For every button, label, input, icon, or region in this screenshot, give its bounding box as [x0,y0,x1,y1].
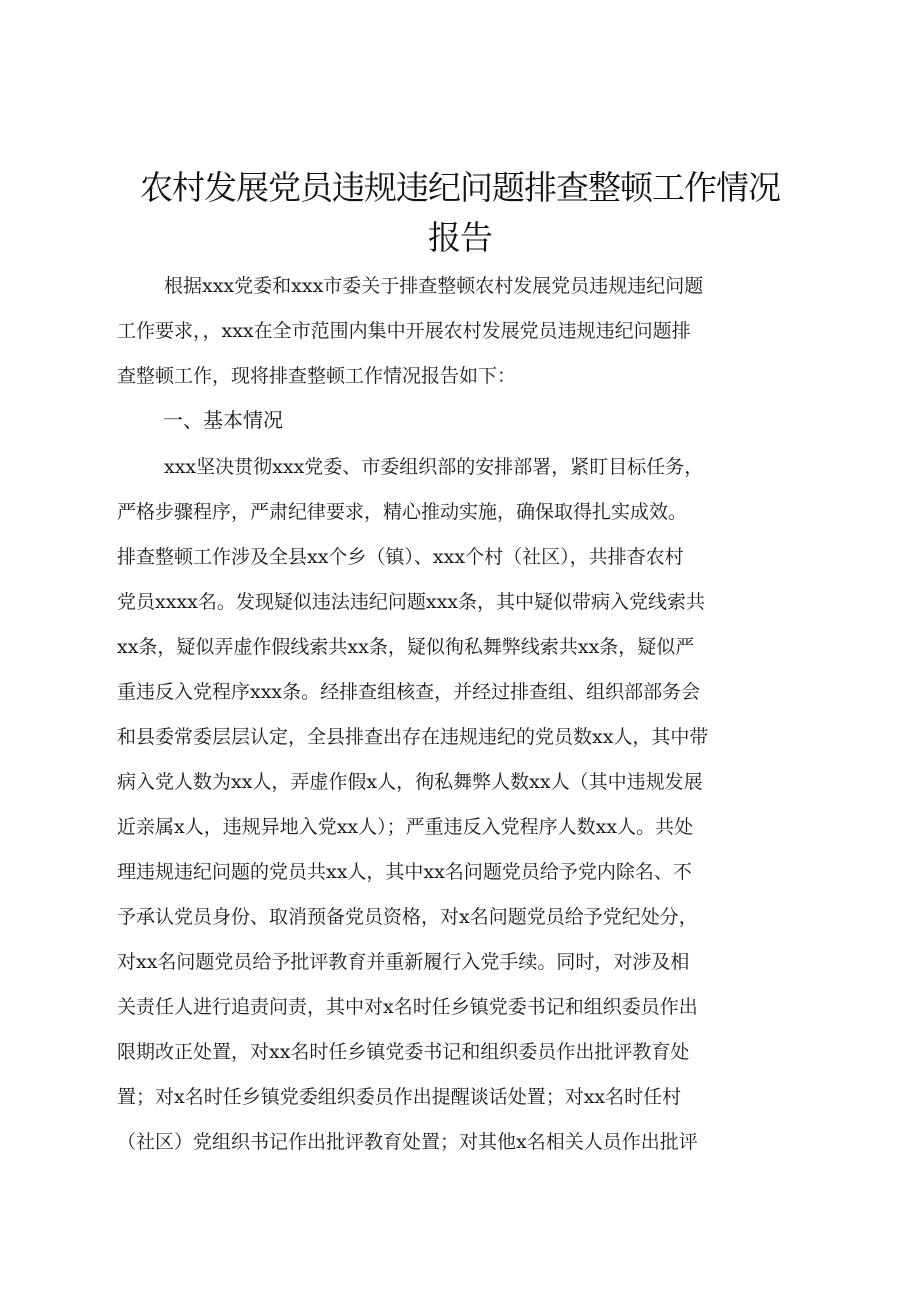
section1-line-3: 排查整顿工作涉及全县xx个乡（镇）、xxx个村（社区），共排杳农村 [117,546,684,568]
section1-line-14: 限期改正处置，对xx名时任乡镇党委书记和组织委员作出批评教育处 [117,1041,690,1063]
section1-line-5: xx条，疑似弄虚作假线索共xx条，疑似徇私舞弊线索共xx条，疑似严 [117,636,695,658]
document-title-line-2: 报告 [428,218,492,257]
section1-line-2: 严格步骤程序，严肃纪律要求，精心推动实施，确保取得扎实成效。 [117,501,688,523]
section1-line-4: 党员xxxx名。发现疑似违法违纪问题xxx条，其中疑似带病入党线索共 [117,591,706,613]
section1-line-6: 重违反入党程序xxx条。经排查组核查，并经过排查组、组织部部务会 [117,681,701,703]
section1-line-7: 和县委常委层层认定，全县排查出存在违规违纪的党员数xx人，其中带 [117,726,709,748]
intro-line-1: 根据xxx党委和xxx市委关于排查整顿农村发展党员违规违纪问题 [164,275,704,297]
section1-line-13: 关责任人进行追责问责，其中对x名时任乡镇党委书记和组织委员作出 [117,996,698,1018]
section1-line-11: 予承认党员身份、取消预备党员资格，对x名问题党员给予党纪处分， [117,906,698,928]
section1-line-15: 置；对x名时任乡镇党委组织委员作出提醒谈话处置；对xx名时任村 [117,1086,682,1108]
section1-line-10: 理违规违纪问题的党员共xx人，其中xx名问题党员给予党内除名、不 [117,861,692,883]
intro-line-2: 工作要求，，xxx在全市范围内集中开展农村发展党员违规违纪问题排 [117,320,691,342]
section1-line-12: 对xx名问题党员给予批评教育并重新履行入党手续。同时，对涉及相 [117,951,690,973]
section1-line-1: xxx坚决贯彻xxx党委、市委组织部的安排部署，紧盯目标任务， [164,456,704,478]
section-heading-basic-situation: 一、基本情况 [163,408,283,432]
intro-line-3: 查整顿工作，现将排查整顿工作情况报告如下： [117,365,517,387]
section1-line-8: 病入党人数为xx人，弄虚作假x人，徇私舞弊人数xx人（其中违规发展 [117,771,703,793]
section1-line-9: 近亲属x人，违规异地入党xx人）；严重违反入党程序人数xx人。共处 [117,816,694,838]
document-title-line-1: 农村发展党员违规违纪问题排查整顿工作情况 [140,168,780,207]
section1-line-16: （社区）党组织书记作出批评教育处置；对其他x名相关人员作出批评 [117,1131,698,1153]
